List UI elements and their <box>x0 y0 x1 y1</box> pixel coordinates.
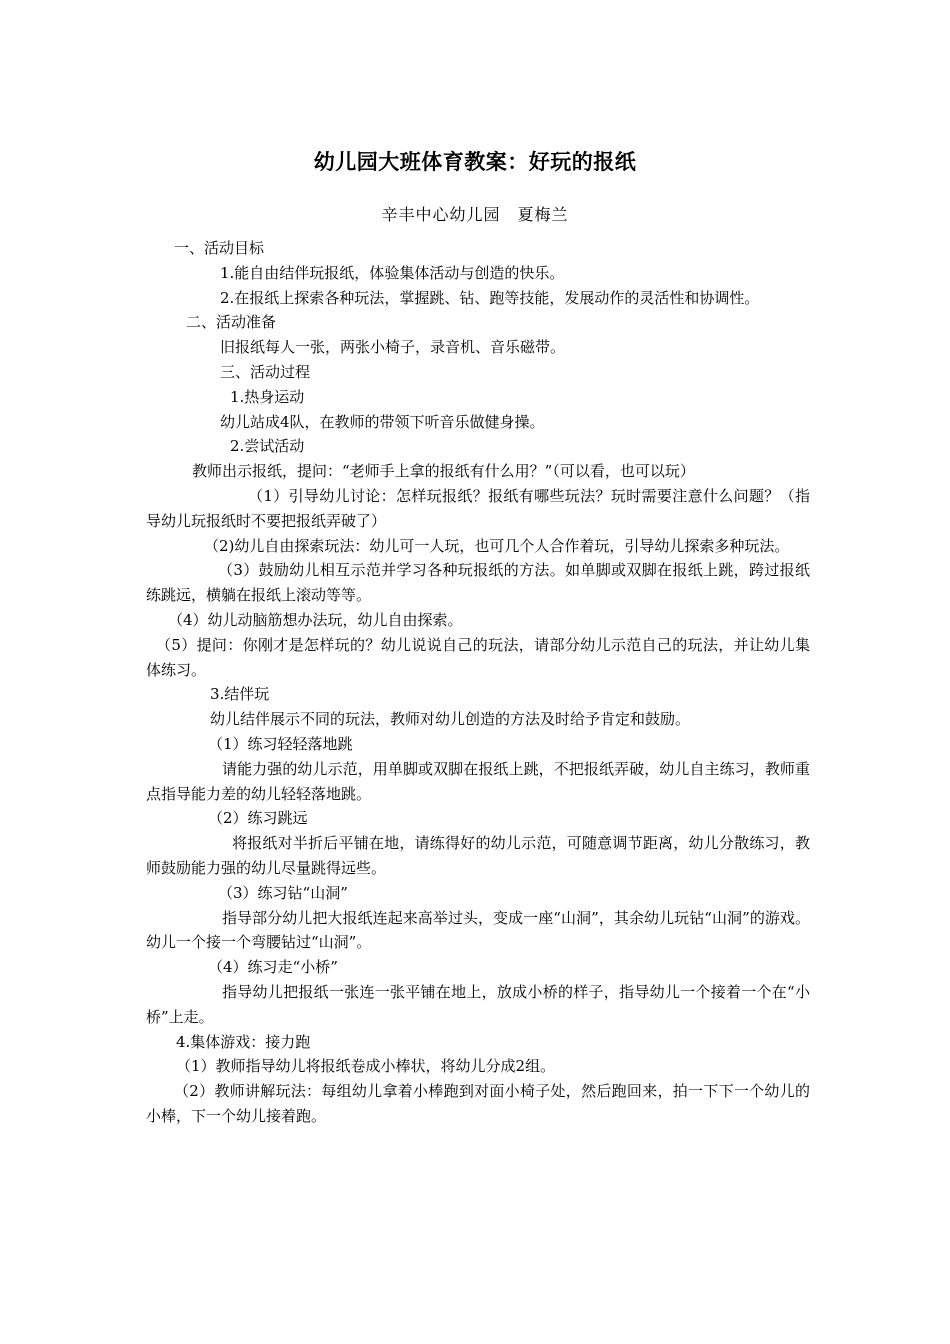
paragraph: 2.在报纸上探索各种玩法，掌握跳、钻、跑等技能，发展动作的灵活性和协调性。 <box>220 288 760 307</box>
paragraph: （3）鼓励幼儿相互示范并学习各种玩报纸的方法。如单脚或双脚在报纸上跳，跨过报纸练跳远，横躺在报纸上滚动等等。 <box>146 561 810 605</box>
sub-heading: 1.热身运动 <box>230 387 305 406</box>
sub-heading: 2.尝试活动 <box>230 437 305 456</box>
section-heading: 三、活动过程 <box>220 362 311 381</box>
paragraph: 幼儿站成4队，在教师的带领下听音乐做健身操。 <box>220 412 545 431</box>
document-title: 幼儿园大班体育教案：好玩的报纸 <box>313 150 637 174</box>
sub-heading: 3.结伴玩 <box>210 685 270 704</box>
paragraph: （4）幼儿动脑筋想办法玩，幼儿自由探索。 <box>168 610 463 629</box>
paragraph: 请能力强的幼儿示范，用单脚或双脚在报纸上跳，不把报纸弄破，幼儿自主练习，教师重点指导能力差的幼儿轻轻落地跳。 <box>146 759 810 803</box>
section-heading: 一、活动目标 <box>174 239 265 257</box>
paragraph: 教师出示报纸，提问：“老师手上拿的报纸有什么用？”（可以看，也可以玩） <box>192 462 695 481</box>
paragraph: （1）引导幼儿讨论：怎样玩报纸？报纸有哪些玩法？玩时需要注意什么问题？（指导幼儿玩报纸时不要把报纸弄破了） <box>146 486 810 530</box>
paragraph: 1.能自由结伴玩报纸，体验集体活动与创造的快乐。 <box>220 263 565 282</box>
paragraph: （2）教师讲解玩法：每组幼儿拿着小棒跑到对面小椅子处，然后跑回来，拍一下下一个幼儿的小棒，下一个幼儿接着跑。 <box>146 1082 810 1125</box>
paragraph: 指导部分幼儿把大报纸连起来高举过头，变成一座“山洞”，其余幼儿玩钻“山洞”的游戏。幼儿一个接一个弯腰钻过“山洞”。 <box>146 908 810 952</box>
paragraph: （5）提问：你刚才是怎样玩的？幼儿说说自己的玩法，请部分幼儿示范自己的玩法，并让幼儿集体练习。 <box>146 635 810 679</box>
document-body <box>146 236 810 1129</box>
section-heading: 二、活动准备 <box>186 313 277 332</box>
paragraph: 指导幼儿把报纸一张连一张平铺在地上，放成小桥的样子，指导幼儿一个接着一个在“小桥”上走。 <box>146 982 810 1026</box>
sub-heading: （3）练习钻“山洞” <box>218 883 348 902</box>
sub-heading: （2）练习跳远 <box>208 809 308 828</box>
sub-heading: （4）练习走“小桥” <box>208 958 338 977</box>
paragraph: 幼儿结伴展示不同的玩法，教师对幼儿创造的方法及时给予肯定和鼓励。 <box>210 710 691 729</box>
sub-heading: 4.集体游戏：接力跑 <box>176 1032 311 1051</box>
paragraph: 将报纸对半折后平铺在地，请练得好的幼儿示范，可随意调节距离，幼儿分散练习，教师鼓励能力强的幼儿尽量跳得远些。 <box>146 834 810 877</box>
paragraph: （2)幼儿自由探索玩法：幼儿可一人玩，也可几个人合作着玩，引导幼儿探索多种玩法。 <box>204 536 790 555</box>
author-line: 辛丰中心幼儿园 夏梅兰 <box>381 205 569 224</box>
paragraph: （1）教师指导幼儿将报纸卷成小棒状，将幼儿分成2组。 <box>176 1057 556 1076</box>
paragraph: 旧报纸每人一张，两张小椅子，录音机、音乐磁带。 <box>220 338 566 357</box>
sub-heading: （1）练习轻轻落地跳 <box>208 734 353 753</box>
